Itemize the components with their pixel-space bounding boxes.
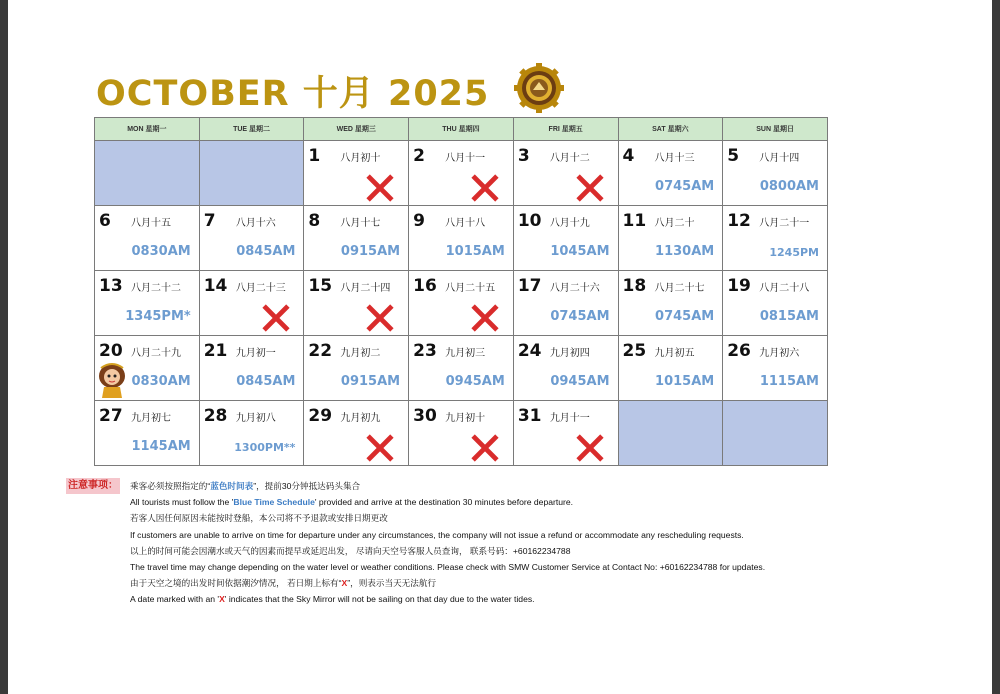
day-number: 15 <box>308 276 333 296</box>
departure-time: 0945AM <box>445 374 505 389</box>
no-sailing-x-icon <box>362 171 398 205</box>
lunar-date: 八月二十二 <box>131 283 181 294</box>
week-row <box>95 401 828 466</box>
empty-day-cell <box>618 401 723 466</box>
weekday-header: TUE 星期二 <box>199 118 304 141</box>
day-cell <box>618 141 723 206</box>
day-cell <box>304 206 409 271</box>
no-sailing-x-icon <box>258 301 294 335</box>
departure-time: 1345PM* <box>125 309 191 324</box>
day-cell <box>618 336 723 401</box>
no-sailing-x-icon <box>572 171 608 205</box>
departure-time: 0745AM <box>550 309 610 324</box>
weekday-header: WED 星期三 <box>304 118 409 141</box>
day-cell <box>95 271 200 336</box>
lunar-date: 八月十三 <box>654 153 695 164</box>
day-cell <box>723 206 828 271</box>
no-sailing-x-icon <box>362 301 398 335</box>
weekday-header: SAT 星期六 <box>618 118 723 141</box>
day-number: 11 <box>622 211 647 231</box>
lunar-date: 八月二十六 <box>549 283 600 294</box>
day-cell <box>618 271 723 336</box>
weekday-header-row <box>95 118 828 141</box>
day-cell <box>409 141 514 206</box>
day-cell <box>95 206 200 271</box>
week-row <box>95 206 828 271</box>
day-cell <box>409 336 514 401</box>
no-sailing-x-icon <box>467 171 503 205</box>
week-row <box>95 336 828 401</box>
day-number: 19 <box>727 276 751 296</box>
gear-logo-icon <box>514 63 564 113</box>
note-line-2: All tourists must follow the 'Blue Time Schedule' provided and arrive at the destination 30 minutes before departure. <box>130 497 574 508</box>
day-number: 12 <box>727 211 751 231</box>
note-line-6: The travel time may change depending on the water level or weather conditions. Please check with SMW Customer Service at Contact No: +60162234788 for updates. <box>130 562 766 573</box>
day-cell <box>513 141 618 206</box>
lunar-date: 九月初七 <box>131 413 171 424</box>
weekday-header: FRI 星期五 <box>513 118 618 141</box>
day-number: 30 <box>413 406 437 426</box>
note-line-7: 由于天空之境的出发时间依据潮汐情况， 若日期上标有“X”，则表示当天无法航行 <box>130 578 437 589</box>
day-number: 29 <box>308 406 333 426</box>
day-number: 5 <box>727 146 740 166</box>
day-cell <box>409 401 514 466</box>
lunar-date: 八月二十九 <box>131 348 181 359</box>
departure-time: 1300PM** <box>234 441 296 454</box>
day-cell <box>95 401 200 466</box>
day-number: 28 <box>203 406 228 426</box>
day-cell <box>199 206 304 271</box>
no-sailing-x-icon <box>572 431 608 465</box>
departure-time: 0815AM <box>759 309 819 324</box>
day-number: 9 <box>413 211 425 231</box>
lunar-date: 八月初十 <box>340 153 381 164</box>
weekday-header: THU 星期四 <box>409 118 514 141</box>
week-row <box>95 141 828 206</box>
no-sailing-x-icon <box>467 301 503 335</box>
day-number: 22 <box>308 341 333 361</box>
lunar-date: 八月二十一 <box>759 218 810 229</box>
lunar-date: 八月二十四 <box>340 283 391 294</box>
no-sailing-x-icon <box>362 431 398 465</box>
lunar-date: 九月初九 <box>340 413 381 424</box>
day-cell <box>304 401 409 466</box>
calendar-title: OCTOBER 十月 2025 <box>96 74 490 114</box>
departure-time: 0745AM <box>655 179 715 194</box>
day-number: 14 <box>203 276 228 296</box>
lunar-date: 八月十五 <box>131 218 171 229</box>
day-cell <box>95 336 200 401</box>
day-number: 18 <box>622 276 647 296</box>
lunar-date: 九月初四 <box>549 348 590 359</box>
day-cell <box>513 401 618 466</box>
lunar-date: 八月二十七 <box>654 283 705 294</box>
departure-time: 0745AM <box>655 309 715 324</box>
departure-time: 1115AM <box>759 374 819 389</box>
day-cell <box>304 336 409 401</box>
day-cell <box>723 271 828 336</box>
lunar-date: 九月初五 <box>654 348 695 359</box>
note-line-5: 以上的时间可能会因潮水或天气的因素而提早或延迟出发， 尽请向天空号客服人员查询， 联系号码：+60162234788 <box>130 545 571 556</box>
lunar-date: 九月初一 <box>235 348 276 359</box>
day-cell <box>723 141 828 206</box>
lunar-date: 八月十二 <box>549 153 590 164</box>
lunar-date: 八月十一 <box>445 153 486 164</box>
day-number: 1 <box>308 146 321 166</box>
no-sailing-x-icon <box>467 431 503 465</box>
weekday-header: MON 星期一 <box>95 118 200 141</box>
departure-time: 1015AM <box>445 244 505 259</box>
day-number: 4 <box>622 146 635 166</box>
departure-time: 0915AM <box>340 244 401 259</box>
day-number: 17 <box>517 276 542 296</box>
day-cell <box>199 336 304 401</box>
lunar-date: 九月初六 <box>759 348 800 359</box>
lunar-date: 八月二十八 <box>759 283 810 294</box>
day-cell <box>723 336 828 401</box>
departure-time: 1015AM <box>655 374 715 389</box>
departure-time: 0830AM <box>131 374 191 389</box>
lunar-date: 九月初八 <box>235 413 276 424</box>
lunar-date: 八月二十五 <box>445 283 496 294</box>
day-cell <box>304 271 409 336</box>
mascot-icon <box>95 362 129 398</box>
day-cell <box>618 206 723 271</box>
note-line-4: If customers are unable to arrive on time for departure under any circumstances, the company will not issue a refund or accommodate any rescheduling requests. <box>130 529 744 540</box>
lunar-date: 八月十四 <box>759 153 800 164</box>
day-cell <box>513 206 618 271</box>
departure-time: 0845AM <box>236 374 296 389</box>
day-number: 3 <box>517 146 530 166</box>
day-number: 2 <box>413 146 425 166</box>
day-number: 31 <box>517 406 542 426</box>
day-number: 24 <box>517 341 542 361</box>
departure-time: 0945AM <box>550 374 610 389</box>
lunar-date: 九月初二 <box>340 348 381 359</box>
day-number: 25 <box>622 341 647 361</box>
lunar-date: 八月十八 <box>445 218 486 229</box>
day-cell <box>513 271 618 336</box>
empty-day-cell <box>723 401 828 466</box>
note-line-8: A date marked with an 'X' indicates that the Sky Mirror will not be sailing on that day due to the water tides. <box>130 594 535 605</box>
day-number: 21 <box>203 341 228 361</box>
departure-time: 0800AM <box>759 179 819 194</box>
departure-time: 1045AM <box>550 244 610 259</box>
week-row <box>95 271 828 336</box>
day-number: 16 <box>413 276 437 296</box>
lunar-date: 八月十七 <box>340 218 381 229</box>
lunar-date: 八月二十 <box>654 218 695 229</box>
departure-time: 1245PM <box>769 246 819 259</box>
departure-time: 0845AM <box>236 244 296 259</box>
day-number: 7 <box>203 211 216 231</box>
day-cell <box>409 206 514 271</box>
empty-day-cell <box>199 141 304 206</box>
day-cell <box>513 336 618 401</box>
day-cell <box>199 271 304 336</box>
lunar-date: 八月十六 <box>235 218 276 229</box>
departure-time: 1130AM <box>655 244 715 259</box>
day-number: 23 <box>413 341 437 361</box>
day-number: 10 <box>517 211 542 231</box>
note-line-1: 乘客必须按照指定的“蓝色时间表”，提前30分钟抵达码头集合 <box>130 481 361 491</box>
day-number: 27 <box>99 406 123 426</box>
lunar-date: 九月初三 <box>445 348 486 359</box>
departure-time: 0915AM <box>340 374 401 389</box>
departure-time: 0830AM <box>131 244 191 259</box>
day-number: 6 <box>99 211 111 231</box>
notes-label: 注意事项： <box>66 478 120 494</box>
day-number: 8 <box>308 211 321 231</box>
lunar-date: 八月二十三 <box>235 283 286 294</box>
day-number: 13 <box>99 276 123 296</box>
weekday-header: SUN 星期日 <box>723 118 828 141</box>
note-line-3: 若客人因任何原因未能按时登船，本公司将不予退款或安排日期更改 <box>130 513 388 524</box>
day-number: 26 <box>727 341 751 361</box>
day-number: 20 <box>99 341 123 361</box>
day-cell <box>199 401 304 466</box>
day-cell <box>409 271 514 336</box>
empty-day-cell <box>95 141 200 206</box>
day-cell <box>304 141 409 206</box>
lunar-date: 八月十九 <box>549 218 590 229</box>
calendar-grid <box>94 117 828 466</box>
lunar-date: 九月初十 <box>445 413 486 424</box>
lunar-date: 九月十一 <box>549 413 590 424</box>
departure-time: 1145AM <box>131 439 191 454</box>
